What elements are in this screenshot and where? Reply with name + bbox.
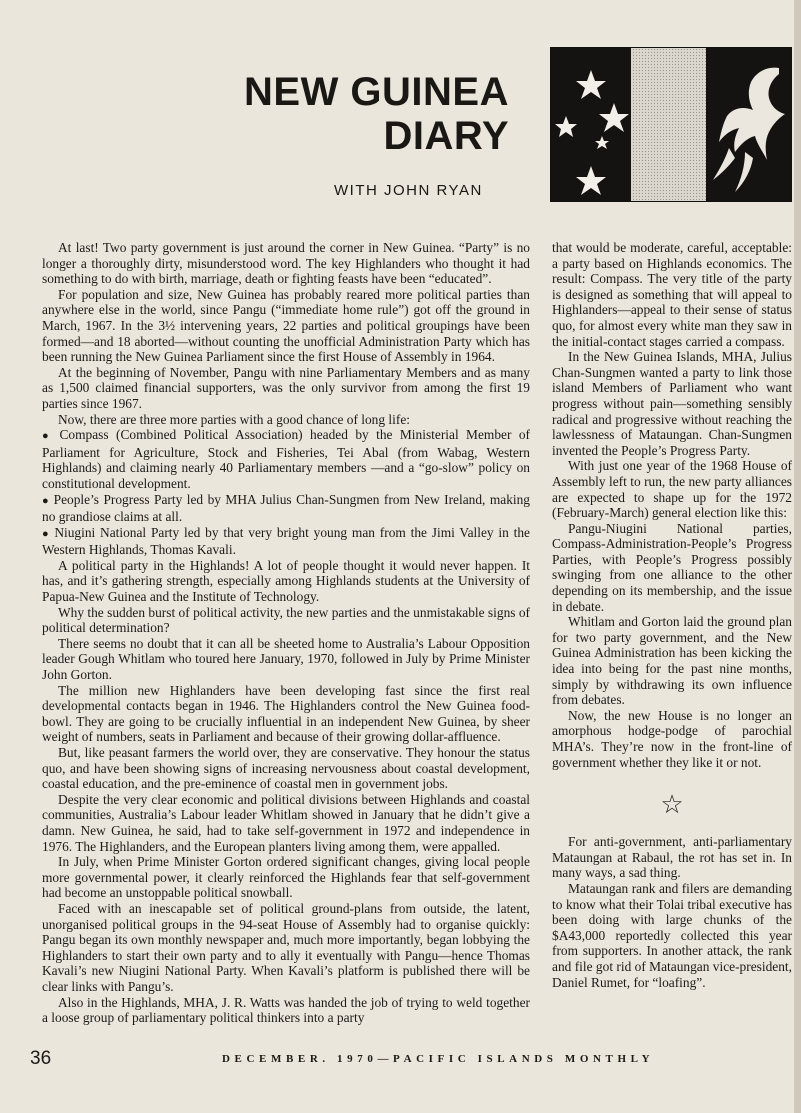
paragraph: There seems no doubt that it can all be sheeted home to Australia’s Labour Opposition leader Gough Whitlam who toured here January, 1970, followed in July by Prime Minister John Gorton. bbox=[42, 635, 530, 683]
byline: WITH JOHN RYAN bbox=[334, 182, 483, 199]
bullet-paragraph: ● Niugini National Party led by that very bright young man from the Jimi Valley in the Western Highlands, Thomas Kavali. bbox=[42, 525, 530, 558]
section-break-star-icon: ☆ bbox=[660, 790, 684, 820]
bullet-paragraph: ● Compass (Combined Political Association) headed by the Ministerial Member of Parliament for Agriculture, Stock and Fisheries, Tei Abal (from Wabag, Western Highlands) and claiming nearly 40 Parliamentary members —and a “go-slow” policy on constitutional development. bbox=[42, 427, 530, 491]
papua-new-guinea-flag-icon bbox=[550, 47, 792, 202]
paragraph: At the beginning of November, Pangu with nine Parliamentary Members and as many as 1,500 claimed financial supporters, was the only survivor from among the first 19 parties since 1967. bbox=[42, 364, 530, 411]
paragraph: At last! Two party government is just around the corner in New Guinea. “Party” is no longer a thoroughly dirty, misunderstood word. The key Highlanders who thought it had something to do with birth, marriage, death or fighting feasts have been “educated”. bbox=[42, 240, 530, 287]
paragraph: For population and size, New Guinea has probably reared more political parties than anywhere else in the world, since Pangu (“immediate home rule”) got off the ground in March, 1967. In the 3½ intervening years, 22 parties and political groupings have been formed—and 18 aborted—without counting the unofficial Administration Party which has been running the New Guinea Parliament since the first House of Assembly in 1964. bbox=[42, 286, 530, 365]
bullet-paragraph: ● People’s Progress Party led by MHA Julius Chan-Sungmen from New Ireland, making no grandiose claims at all. bbox=[42, 492, 530, 525]
paragraph: The million new Highlanders have been developing fast since the first real developmental contacts began in 1946. The Highlanders control the New Guinea food-bowl. They are going to be crucially influential in an independent New Guinea, by sheer weight of numbers, seats in Parliament and because of their growing dollar-affluence. bbox=[42, 682, 530, 745]
continued-paragraph: that would be moderate, careful, acceptable: a party based on Highlands economics. The result: Compass. The very title of the party is designed as something that will appeal to Highlanders—appeal to their sense of status quo, for almost every white man they saw in the initial-contact stages carried a compass. bbox=[552, 240, 792, 349]
paragraph: Now, the new House is no longer an amorphous hodge-podge of parochial MHA’s. They’re now in the front-line of government whether they like it or not. bbox=[552, 707, 792, 770]
paragraph: With just one year of the 1968 House of Assembly left to run, the new party alliances are expected to shape up for the 1972 (February-March) general election like this: bbox=[552, 458, 792, 521]
paragraph: Whitlam and Gorton laid the ground plan for two party government, and the New Guinea Administration has been kicking the idea into being for the past nine months, simply by withdrawing its own influence from debates. bbox=[552, 614, 792, 708]
paragraph: A political party in the Highlands! A lot of people thought it would never happen. It has, and it’s gathering strength, especially among Highlands students at the University of Papua-New Guinea and the Institute of Technology. bbox=[42, 557, 530, 605]
flag-center-light-panel bbox=[631, 48, 706, 201]
right-article-column bbox=[552, 240, 792, 990]
paragraph: Pangu-Niugini National parties, Compass-Administration-People’s Progress Parties, with People’s Progress possibly swinging from one alliance to the other depending on its membership, and the issue in debate. bbox=[552, 520, 792, 614]
paragraph: For anti-government, anti-parliamentary Mataungan at Rabaul, the rot has set in. In many ways, a sad thing. bbox=[552, 834, 792, 881]
paragraph: Also in the Highlands, MHA, J. R. Watts was handed the job of trying to weld together a loose group of parliamentary political thinkers into a party bbox=[42, 994, 530, 1026]
page-number: 36 bbox=[30, 1048, 52, 1069]
paragraph: In the New Guinea Islands, MHA, Julius Chan-Sungmen wanted a party to link those island Members of Parliament who want progress without pain—something sensibly radical and progressive without reaching the lawlessness of Mataungan. Chan-Sungmen invented the People’s Progress Party. bbox=[552, 349, 792, 458]
paragraph: Now, there are three more parties with a good chance of long life: bbox=[58, 411, 410, 427]
title-line-2: DIARY bbox=[383, 114, 509, 158]
paragraph: Why the sudden burst of political activity, the new parties and the unmistakable signs of political determination? bbox=[42, 604, 530, 636]
paragraph: Despite the very clear economic and political divisions between Highlands and coastal communities, Australia’s Labour leader Whitlam showed in January that he didn’t give a damn. New Guinea, he said, had to take self-government in 1972 and independence in 1976. The Highlanders, and the European planters living among them, were appalled. bbox=[42, 791, 530, 854]
left-article-column bbox=[42, 240, 530, 1026]
page-title bbox=[244, 70, 509, 158]
title-line-1: NEW GUINEA bbox=[244, 70, 509, 114]
page-footer bbox=[0, 1049, 801, 1073]
page-gutter-edge bbox=[794, 0, 801, 1113]
paragraph: Mataungan rank and filers are demanding to know what their Tolai tribal executive has been doing with large chunks of the $A43,000 reportedly collected this year from supporters. In another attack, the rank and file got rid of Mataungan vice-president, Daniel Rumet, for “loafing”. bbox=[552, 880, 792, 990]
paragraph: Faced with an inescapable set of political ground-plans from outside, the latent, unorganised political groups in the 94-seat House of Assembly had to organise quickly: Pangu began its own monthly newspaper and, much more importantly, began lobbying the Highlanders to start their own party and to ally it eventually with Pangu—hence Thomas Kavali’s new Niugini National Party. When Kavali’s platform is published there will be clear links with Pangu’s. bbox=[42, 900, 530, 994]
running-footer: DECEMBER. 1970—PACIFIC ISLANDS MONTHLY bbox=[222, 1053, 655, 1065]
paragraph: In July, when Prime Minister Gorton ordered significant changes, giving local people more governmental power, it clearly reinforced the Highlands fear that self-government had become an unstoppable political snowball. bbox=[42, 854, 530, 901]
paragraph: But, like peasant farmers the world over, they are conservative. They honour the status quo, and have been showing signs of increasing nervousness about coastal development, coastal education, and the pre-eminence of coastal men in government jobs. bbox=[42, 745, 530, 792]
